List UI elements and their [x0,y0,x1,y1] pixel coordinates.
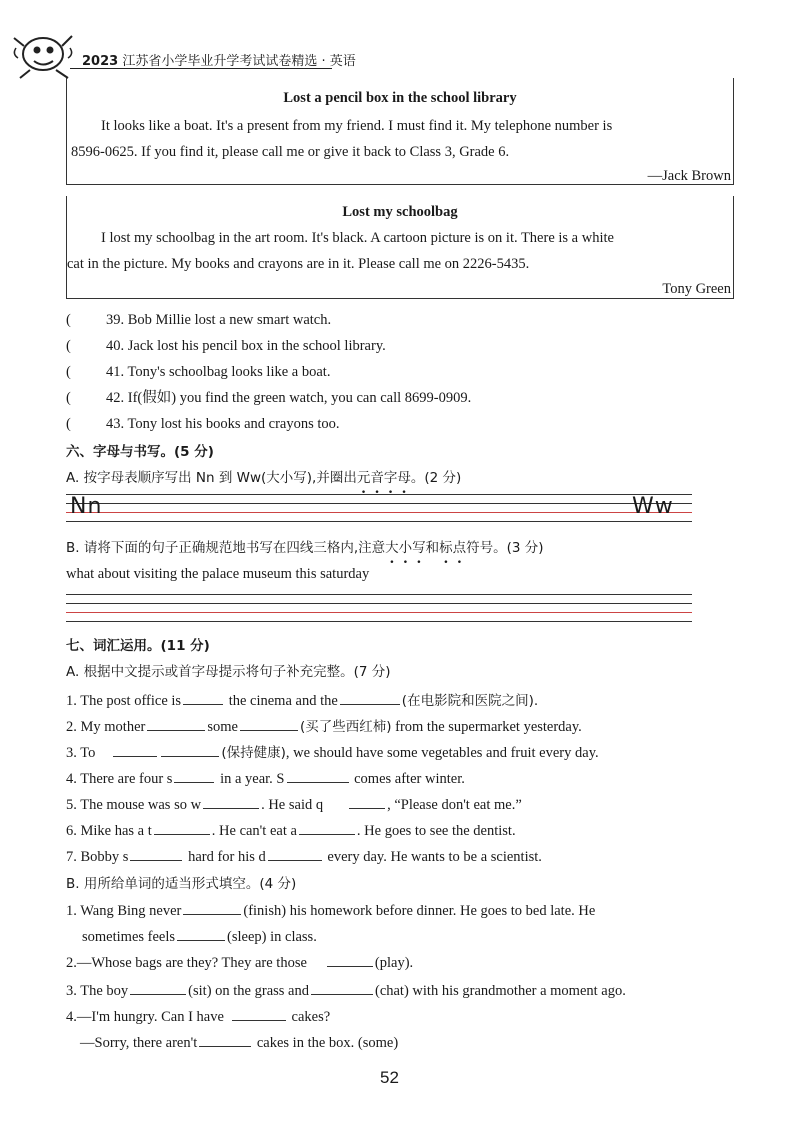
tf-item: ( 41. Tony's schoolbag looks like a boat. [66,364,331,380]
tf-item: ( 42. If(假如) you find the green watch, you can call 8699-0909. [66,390,472,406]
answer-paren[interactable]: ( [66,416,71,432]
vocab-b-item-4-cont: —Sorry, there aren't cakes in the box. (some) [80,1032,398,1053]
header-rule [70,68,332,69]
header-year: 2023 [82,54,119,69]
notice-box-2 [66,196,734,299]
blank[interactable] [232,1006,286,1021]
vocab-b-item-2: 2.—Whose bags are they? They are those (play). [66,952,413,973]
notice1-sign: —Jack Brown [647,168,731,184]
answer-paren[interactable]: ( [66,338,71,354]
blank[interactable] [130,980,186,995]
vocab-a-item-5: 5. The mouse was so w . He said q , “Please don't eat me.” [66,794,522,815]
blank[interactable] [147,716,205,731]
header-title [82,50,356,69]
sample-nn: Nn [70,494,103,519]
blank[interactable] [174,768,214,783]
notice1-title: Lost a pencil box in the school library [283,90,517,106]
header-series: 江苏省小学毕业升学考试试卷精选 · 英语 [122,54,356,69]
blank[interactable] [299,820,355,835]
vocab-b-item-1: 1. Wang Bing never (finish) his homework before dinner. He goes to bed late. He [66,900,595,921]
section7-title: 七、词汇运用。(11 分) [66,638,210,654]
section6-b-sentence: what about visiting the palace museum this saturday [66,566,370,582]
notice2-sign: Tony Green [662,281,731,297]
section7-b-instruction: B. 用所给单词的适当形式填空。(4 分) [66,876,297,892]
answer-paren[interactable]: ( [66,364,71,380]
blank[interactable] [340,690,400,705]
vocab-a-item-3: 3. To (保持健康), we should have some vegetables and fruit every day. [66,742,599,763]
vocab-a-item-4: 4. There are four s in a year. S comes after winter. [66,768,465,789]
section6-b-instruction: B. 请将下面的句子正确规范地书写在四线三格内,注意大小写和标点符号。(3 分) [66,540,544,556]
section7-a-instruction: A. 根据中文提示或首字母提示将句子补充完整。(7 分) [66,664,391,680]
blank[interactable] [113,742,157,757]
vocab-b-item-3: 3. The boy (sit) on the grass and (chat) with his grandmother a moment ago. [66,980,626,1001]
vocab-b-item-1-cont: sometimes feels (sleep) in class. [82,926,317,947]
blank[interactable] [349,794,385,809]
blank[interactable] [287,768,349,783]
blank[interactable] [327,952,373,967]
section6-title: 六、字母与书写。(5 分) [66,444,214,460]
blank[interactable] [183,900,241,915]
blank[interactable] [183,690,223,705]
tf-item: ( 43. Tony lost his books and crayons too. [66,416,340,432]
header-logo [10,28,76,80]
vocab-b-item-4: 4.—I'm hungry. Can I have cakes? [66,1006,330,1027]
blank[interactable] [311,980,373,995]
notice-box-1 [66,78,734,185]
vocab-a-item-2: 2. My mother some (买了些西红柿) from the supermarket yesterday. [66,716,582,737]
notice2-line1: I lost my schoolbag in the art room. It's black. A cartoon picture is on it. There is a white [101,230,614,246]
page-number: 52 [380,1068,399,1087]
blank[interactable] [130,846,182,861]
tf-item: ( 39. Bob Millie lost a new smart watch. [66,312,332,328]
vocab-a-item-6: 6. Mike has a t . He can't eat a . He goes to see the dentist. [66,820,516,841]
section6-a-instruction: A. 按字母表顺序写出 Nn 到 Ww(大小写),并圈出元音字母。(2 分) [66,470,462,486]
notice1-line2: 8596-0625. If you find it, please call me or give it back to Class 3, Grade 6. [71,144,510,160]
mascot-icon [10,28,76,80]
answer-paren[interactable]: ( [66,312,71,328]
blank[interactable] [240,716,298,731]
blank[interactable] [268,846,322,861]
notice2-line2: cat in the picture. My books and crayons are in it. Please call me on 2226-5435. [67,256,530,272]
vocab-a-item-7: 7. Bobby s hard for his d every day. He wants to be a scientist. [66,846,542,867]
blank[interactable] [154,820,210,835]
blank[interactable] [161,742,219,757]
notice2-title: Lost my schoolbag [342,204,458,220]
tf-item: ( 40. Jack lost his pencil box in the school library. [66,338,386,354]
blank[interactable] [199,1032,251,1047]
answer-paren[interactable]: ( [66,390,71,406]
sample-ww: Ww [632,494,674,519]
vocab-a-item-1: 1. The post office is the cinema and the (在电影院和医院之间). [66,690,538,711]
notice1-line1: It looks like a boat. It's a present from my friend. I must find it. My telephone number is [101,118,613,134]
blank[interactable] [177,926,225,941]
blank[interactable] [203,794,259,809]
